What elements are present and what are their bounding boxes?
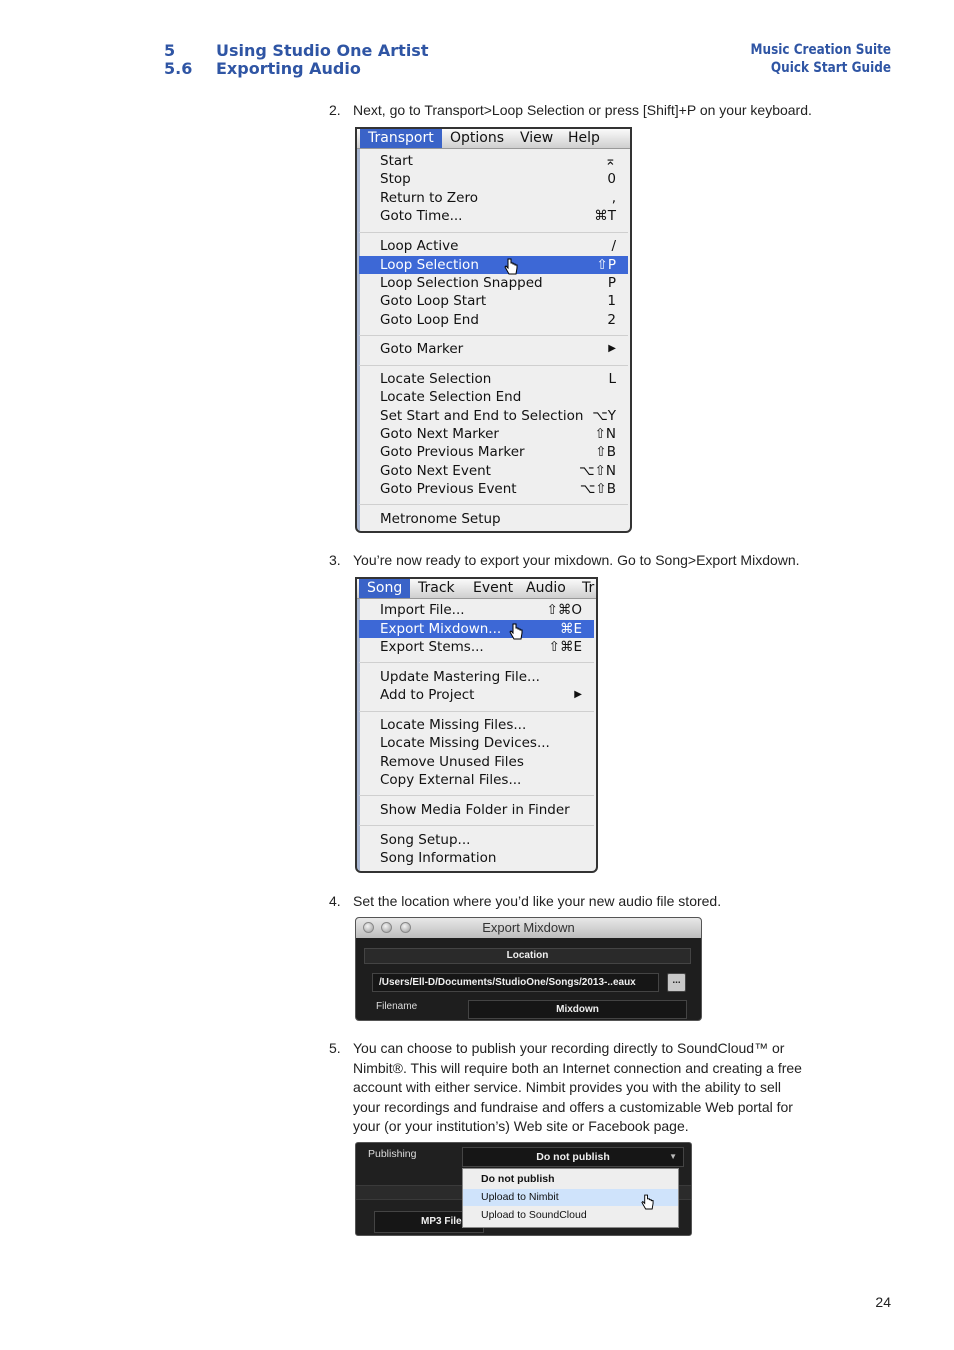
menu-separator xyxy=(359,795,594,796)
step-text: Next, go to Transport>Loop Selection or press [Shift]+P on your keyboard. xyxy=(353,102,812,118)
menu-item-goto-next-marker[interactable]: Goto Next Marker ⇧N xyxy=(380,426,616,442)
step-text: Set the location where you’d like your new audio file stored. xyxy=(353,893,722,909)
menu-item-loop-selection-snapped[interactable]: Loop Selection Snapped P xyxy=(380,275,616,291)
chapter-number: 5 xyxy=(164,41,176,60)
menu-item-goto-previous-event[interactable]: Goto Previous Event ⌥⇧B xyxy=(380,481,616,497)
publishing-panel xyxy=(355,1142,692,1236)
menu-item-return-to-zero[interactable]: Return to Zero , xyxy=(380,190,616,206)
menu-item-loop-selection[interactable]: Loop Selection ⇧P xyxy=(359,256,628,274)
filename-label: Filename xyxy=(376,1001,418,1012)
menu-truncated[interactable]: Tr xyxy=(582,580,595,596)
step-text: You’re now ready to export your mixdown. Go to Song>Export Mixdown. xyxy=(353,552,800,568)
menu-song[interactable]: Song xyxy=(359,579,410,598)
menu-item-locate-missing-devices[interactable]: Locate Missing Devices... xyxy=(380,735,550,751)
menu-bar xyxy=(357,579,596,599)
export-mixdown-dialog xyxy=(355,917,702,1021)
browse-button[interactable]: ... xyxy=(667,973,686,992)
step-2 xyxy=(329,101,839,121)
step-number: 4. xyxy=(329,893,341,909)
menu-item-locate-selection-end[interactable]: Locate Selection End xyxy=(380,389,522,405)
menu-item-export-mixdown[interactable]: Export Mixdown... ⌘E xyxy=(359,620,594,638)
menu-item-set-start-end[interactable]: Set Start and End to Selection ⌥Y xyxy=(380,408,616,424)
publishing-options-list xyxy=(462,1168,679,1228)
menu-bar xyxy=(357,129,630,149)
menu-item-goto-loop-end[interactable]: Goto Loop End 2 xyxy=(380,312,616,328)
step-number: 2. xyxy=(329,102,341,118)
mp3-file-label: MP3 File xyxy=(374,1211,484,1233)
section-number: 5.6 xyxy=(164,59,193,78)
menu-event[interactable]: Event xyxy=(473,580,514,596)
option-label: Upload to Nimbit xyxy=(481,1191,559,1203)
menu-item-locate-selection[interactable]: Locate Selection L xyxy=(380,371,616,387)
filename-field[interactable]: Mixdown xyxy=(468,1000,687,1019)
dialog-title: Export Mixdown xyxy=(482,920,575,935)
publishing-label: Publishing xyxy=(368,1148,417,1160)
dialog-titlebar xyxy=(356,918,701,938)
menu-item-goto-next-event[interactable]: Goto Next Event ⌥⇧N xyxy=(380,463,616,479)
song-menu xyxy=(355,577,598,873)
menu-item-loop-active[interactable]: Loop Active / xyxy=(380,238,616,254)
option-do-not-publish[interactable]: Do not publish xyxy=(481,1173,555,1185)
chevron-down-icon: ▼ xyxy=(669,1152,677,1161)
chapter-title: Using Studio One Artist xyxy=(216,41,429,60)
option-upload-to-nimbit[interactable] xyxy=(463,1189,678,1206)
menu-item-copy-external-files[interactable]: Copy External Files... xyxy=(380,772,522,788)
menu-help[interactable]: Help xyxy=(568,130,600,146)
option-upload-to-soundcloud[interactable]: Upload to SoundCloud xyxy=(481,1209,587,1221)
menu-separator xyxy=(359,711,594,712)
minimize-button[interactable] xyxy=(381,922,392,933)
transport-menu xyxy=(355,127,632,533)
menu-view[interactable]: View xyxy=(520,130,554,146)
step-text: You can choose to publish your recording directly to SoundCloud™ or Nimbit®. This will require both an Internet connection and creating a free account with either service. Nimbit provides you with the ability to sell your recordings and fundraise and offers a customizable Web portal for your (or your institution’s) Web site or Facebook page. xyxy=(353,1040,802,1134)
submenu-arrow-icon: ▶ xyxy=(608,343,616,354)
publishing-selected-value: Do not publish xyxy=(536,1151,610,1163)
close-button[interactable] xyxy=(363,922,374,933)
menu-track[interactable]: Track xyxy=(418,580,455,596)
menu-separator xyxy=(359,335,628,336)
menu-item-song-setup[interactable]: Song Setup... xyxy=(380,832,471,848)
step-3 xyxy=(329,551,839,571)
menu-item-metronome-setup[interactable]: Metronome Setup xyxy=(380,511,501,527)
publishing-dropdown[interactable] xyxy=(462,1147,684,1167)
brand-title: Music Creation Suite xyxy=(750,42,891,58)
menu-separator xyxy=(359,365,628,366)
menu-item-song-information[interactable]: Song Information xyxy=(380,850,497,866)
location-header: Location xyxy=(364,948,691,964)
menu-options[interactable]: Options xyxy=(450,130,505,146)
page-number: 24 xyxy=(875,1294,891,1310)
location-path-field[interactable]: /Users/Ell-D/Documents/StudioOne/Songs/2013-..eaux xyxy=(372,973,659,992)
step-4 xyxy=(329,892,839,912)
menu-item-goto-previous-marker[interactable]: Goto Previous Marker ⇧B xyxy=(380,444,616,460)
menu-item-locate-missing-files[interactable]: Locate Missing Files... xyxy=(380,717,527,733)
step-number: 5. xyxy=(329,1040,341,1056)
menu-separator xyxy=(359,504,628,505)
menu-separator xyxy=(359,232,628,233)
menu-item-remove-unused-files[interactable]: Remove Unused Files xyxy=(380,754,524,770)
menu-item-goto-loop-start[interactable]: Goto Loop Start 1 xyxy=(380,293,616,309)
section-title: Exporting Audio xyxy=(216,59,361,78)
menu-item-import-file[interactable]: Import File... ⇧⌘O xyxy=(380,602,582,618)
step-5 xyxy=(329,1039,839,1139)
brand-subtitle: Quick Start Guide xyxy=(770,60,891,76)
step-number: 3. xyxy=(329,552,341,568)
menu-item-goto-time[interactable]: Goto Time... ⌘T xyxy=(380,208,616,224)
menu-audio[interactable]: Audio xyxy=(526,580,566,596)
menu-separator xyxy=(359,662,594,663)
menu-item-add-to-project[interactable]: Add to Project ▶ xyxy=(380,687,582,703)
menu-item-export-stems[interactable]: Export Stems... ⇧⌘E xyxy=(380,639,582,655)
menu-item-stop[interactable]: Stop 0 xyxy=(380,171,616,187)
menu-item-show-media-folder[interactable]: Show Media Folder in Finder xyxy=(380,802,570,818)
zoom-button[interactable] xyxy=(400,922,411,933)
menu-transport[interactable]: Transport xyxy=(360,129,442,148)
menu-item-start[interactable]: Start ⌅ xyxy=(380,153,616,169)
submenu-arrow-icon: ▶ xyxy=(574,689,582,700)
menu-item-update-mastering-file[interactable]: Update Mastering File... xyxy=(380,669,540,685)
menu-item-goto-marker[interactable]: Goto Marker ▶ xyxy=(380,341,616,357)
menu-separator xyxy=(359,825,594,826)
